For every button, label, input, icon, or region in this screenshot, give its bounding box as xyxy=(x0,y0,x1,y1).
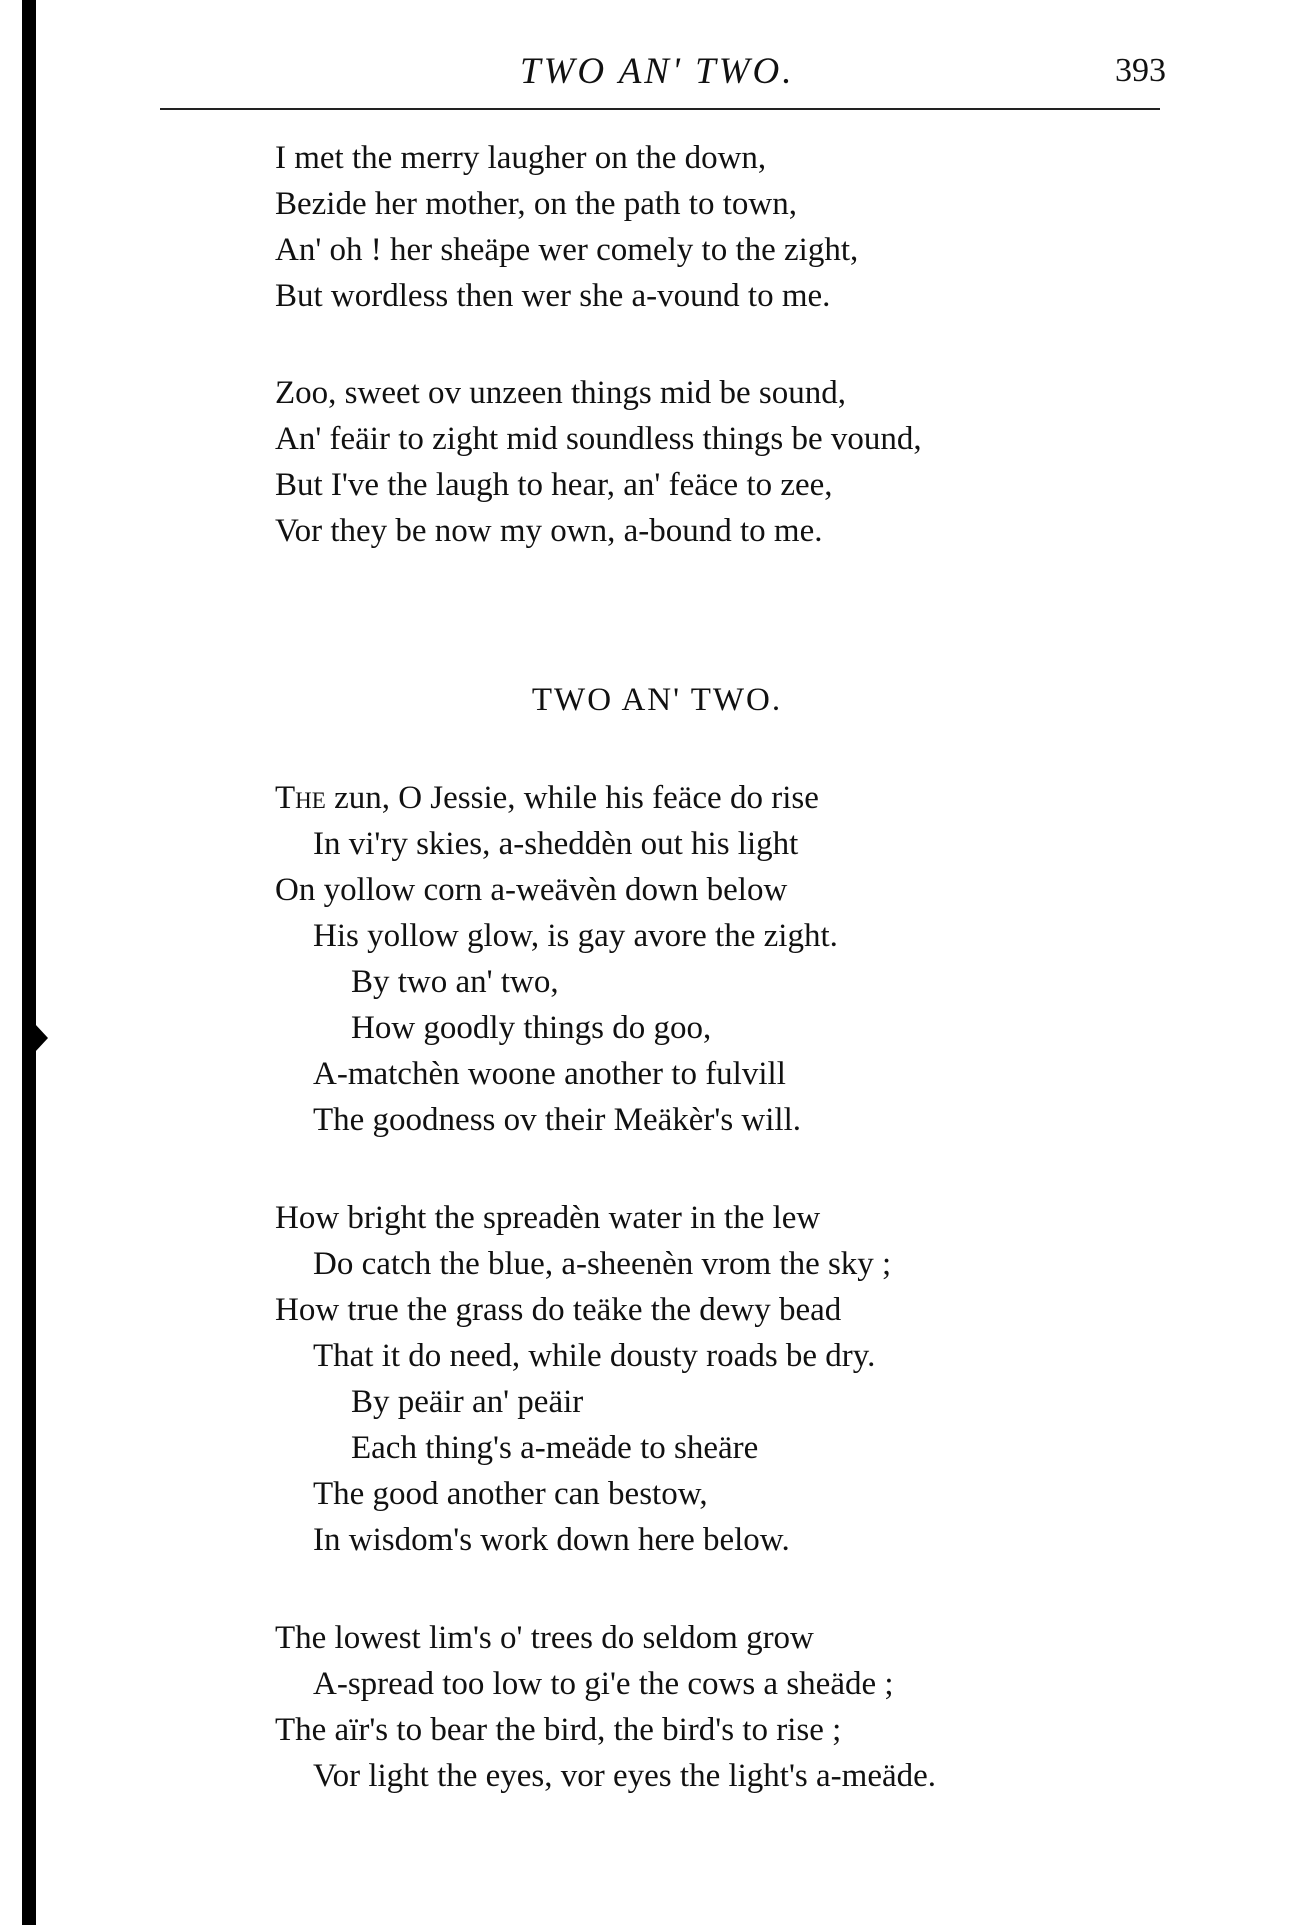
verse-line: By two an' two, xyxy=(351,964,559,1000)
verse-line-text: zun, O Jessie, while his feäce do rise xyxy=(325,780,819,816)
header-rule xyxy=(160,108,1160,110)
running-head xyxy=(0,50,1314,100)
page-number: 393 xyxy=(1115,52,1166,89)
poem-title: TWO AN' TWO. xyxy=(531,682,783,718)
verse-line xyxy=(275,775,1175,821)
verse-line: A-spread too low to gi'e the cows a sheäde ; xyxy=(313,1666,894,1702)
verse-line: On yollow corn a-weävèn down below xyxy=(275,872,788,908)
opening-word: The xyxy=(275,780,326,816)
verse-line: A-matchèn woone another to fulvill xyxy=(313,1056,786,1092)
verse-line: The goodness ov their Meäkèr's will. xyxy=(313,1102,802,1138)
poem-stanza-3 xyxy=(275,1615,1175,1799)
verse-line: That it do need, while dousty roads be dry. xyxy=(313,1338,876,1374)
binding-edge xyxy=(22,0,36,1925)
verse-line: I met the merry laugher on the down, xyxy=(275,140,767,176)
verse-line: Bezide her mother, on the path to town, xyxy=(275,186,797,222)
verse-line: How bright the spreadèn water in the lew xyxy=(275,1200,821,1236)
verse-line: In vi'ry skies, a-sheddèn out his light xyxy=(313,826,799,862)
verse-line: In wisdom's work down here below. xyxy=(313,1522,790,1558)
verse-line: An' feäir to zight mid soundless things be vound, xyxy=(275,421,922,457)
verse-line: His yollow glow, is gay avore the zight. xyxy=(313,918,838,954)
previous-poem-stanza-1 xyxy=(275,135,1175,319)
poem-stanza-1 xyxy=(275,775,1175,1143)
verse-line: The aïr's to bear the bird, the bird's to rise ; xyxy=(275,1712,842,1748)
binding-notch xyxy=(22,1010,48,1066)
verse-line: The good another can bestow, xyxy=(313,1476,708,1512)
verse-line: But wordless then wer she a-vound to me. xyxy=(275,278,831,314)
running-title: TWO AN' TWO. xyxy=(520,51,795,92)
verse-line: Do catch the blue, a-sheenèn vrom the sky ; xyxy=(313,1246,892,1282)
verse-line: Each thing's a-meäde to sheäre xyxy=(351,1430,759,1466)
verse-line: An' oh ! her sheäpe wer comely to the zight, xyxy=(275,232,859,268)
verse-line: Zoo, sweet ov unzeen things mid be sound, xyxy=(275,375,846,411)
verse-line: But I've the laugh to hear, an' feäce to zee, xyxy=(275,467,833,503)
poem-stanza-2 xyxy=(275,1195,1175,1563)
verse-line: Vor they be now my own, a-bound to me. xyxy=(275,513,823,549)
verse-line: How true the grass do teäke the dewy bead xyxy=(275,1292,842,1328)
previous-poem-stanza-2 xyxy=(275,370,1175,554)
verse-line: By peäir an' peäir xyxy=(351,1384,584,1420)
verse-line: Vor light the eyes, vor eyes the light's a-meäde. xyxy=(313,1758,937,1794)
verse-line: The lowest lim's o' trees do seldom grow xyxy=(275,1620,814,1656)
verse-line: How goodly things do goo, xyxy=(351,1010,712,1046)
